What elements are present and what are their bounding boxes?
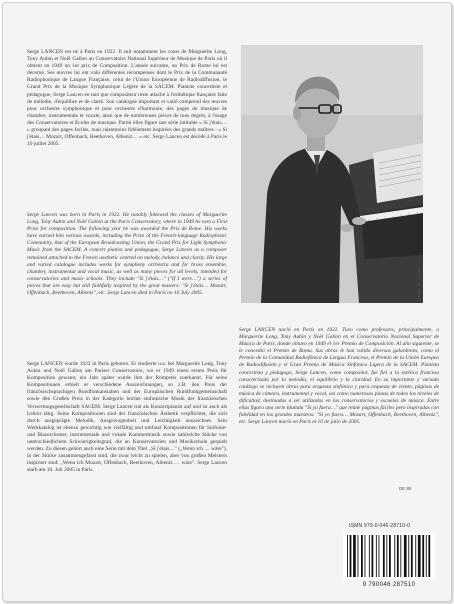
barcode-bars bbox=[343, 533, 435, 579]
composer-at-piano-illustration bbox=[241, 45, 423, 303]
back-cover bbox=[2, 2, 452, 602]
biography-german: Serge LANCEN wurde 1922 in Paris geboren. Er studierte u.a. bei Marguerite Long, Tony Aubin und Noël Gallon am Pariser Conservatoire, wo er 1949 einen ersten Preis für Komposition gewann; ein Jahr später wurde ihm der Rompreis zuerkannt. Für seine Kompositionen erhielt er verschiedene Auszeichnungen, so z.B. den Preis der französischsprachigen Rundfunkanstalten und der Europäischen Rundfunkgemeinschaft sowie den Großen Preis in der Kategorie leichte sinfonische Musik der französischen Verwertungsgesellschaft SACEM. Serge Lancen trat als Konzertpianist auf und ist auch als Lehrer tätig. Seine Kompositionen sind der französischen Ästhetik verpflichtet, die sich durch ausgeprägte Melodik, Ausgewogenheit und Leichtigkeit auszeichnet. Sein Werkkatalog ist ebenso gewichtig wie vielfältig und umfasst Kompositionen für Sinfonie- und Blasorchester, instrumentale und vokale Kammermusik sowie zahlreiche Stücke von unterschiedlichem Schwierigkeitsgrad, die an Konservatorien und Musikschule gespielt werden. Zu diesen gehört auch eine Serie mit dem Titel „Si j'étais…" („Wenn ich … wäre"), in der Stücke zusammengefasst sind, die zwar leicht zu spielen, aber von großen Meistern inspiriert sind: „Wenn ich Mozart, Offenbach, Beethoven, Albeniz … wäre". Serge Lancen starb am 10. Juli 2005 in Paris. bbox=[27, 361, 227, 474]
ismn-number: ISMN 979-0-046-28710-0 bbox=[349, 523, 411, 529]
biography-spanish: Serge LANCEN nació en París en 1922. Tuvo como profesores, principalmente, a Marguerite Long, Tony Aubin y Noël Gallon en el Conservatorio Nacional Superior de Música de París, donde obtuvo en 1949 el 1er Premio de Composición. Al año siguiente, se le concedió el Premio de Roma. Sus obras le han valido diversos galardones, como el Premio de la Comunidad Radiofónica de Lengua Francesa, el Premio de la Unión Europea de Radiodifusión y el Gran Premio de Música Sinfónica Ligera de la SACEM. Pianista concertista y pedagogo, Serge Lancen, como compositor, fue fiel a la estética francesa caracterizada por la melodía, el equilibrio y la claridad. En su importante y variado catálogo se incluyen obras para orquesta sinfónica y para orquesta de viento, páginas de música de cámara, instrumental y vocal, así como numerosas piezas de todos los niveles de dificultad, destinadas a ser utilizadas en los conservatorios y escuelas de música. Entre ellas figura una serie titulada "Si yo fuera…" que reúne páginas fáciles pero inspiradas con fidelidad en los grandes maestros: "Si yo fuera… Mozart, Offenbach, Beethoven, Albeniz", etc. Serge Lancen murió en París el 10 de julio de 2005. bbox=[239, 327, 439, 426]
composer-photo bbox=[241, 45, 423, 303]
barcode-digits: 9 790046 287510 bbox=[362, 582, 416, 588]
barcode bbox=[343, 533, 435, 579]
photo-credit: Photo: Jh. Lancen bbox=[416, 266, 421, 299]
biography-french: Serge LANCEN est né à Paris en 1922. Il suit notamment les cours de Marguerite Long, Tony Aubin et Noël Gallon au Conservatoire National Supérieur de Musique de Paris où il obtient en 1949 un 1er prix de Composition. L'année suivante, un Prix de Rome lui est décerné. Ses œuvres lui ont valu différentes récompenses dont le Prix de la Communauté Radiophonique de Langue Française, celui de l'Union Européenne de Radiodiffusion, le Grand Prix de la Musique Symphonique Légère de la SACEM. Pianiste concertiste et pédagogue, Serge Lancen en tant que compositeur reste attaché à l'esthétique française faite de mélodie, d'équilibre et de clarté. Son catalogue important et varié comprend des œuvres pour orchestre symphonique et pour orchestre d'harmonie, des pages de musique de chambre, instrumentale et vocale, ainsi que de nombreuses pièces de tous degrés, à l'usage des Conservatoires et Écoles de musique. Parmi elles figure une série intitulée « Si j'étais… » groupant des pages faciles, mais néanmoins fidèlement inspirées des grands maîtres : « Si j'étais… Mozart, Offenbach, Beethoven, Albeniz… » etc. Serge Lancen est décédé à Paris le 10 juillet 2005. bbox=[27, 49, 227, 148]
biography-english: Serge Lancen was born in Paris in 1922. He notably followed the classes of Marguerite Long, Tony Aubin and Noël Gallon at the Paris Conservatory, where in 1949 he won a First Prize for composition. The following year he was awarded the Prix de Rome. His works have earned him various awards, including the Prize of the French-language Radiophonic Community, that of the European Broadcasting Union, the Grand Prix for Light Symphonic Music from the SACEM. A concert pianist and pedagogue, Serge Lancen as a composer remained attached to the French aesthetic centred on melody, balance and clarity. His large and varied catalogue includes works for symphony orchestra and for brass ensemble, chamber, instrumental and vocal music, as well as many pieces for all levels, intended for conservatories and music schools. They include "Si j'étais…" ("If I were…") a series of pieces that are easy but still faithfully inspired by the great masters: "Si j'étais… Mozart, Offenbach, Beethoven, Albeniz", etc. Serge Lancen died in Paris on 10 July 2005. bbox=[27, 212, 227, 297]
catalog-code: DE 86 bbox=[399, 486, 412, 491]
